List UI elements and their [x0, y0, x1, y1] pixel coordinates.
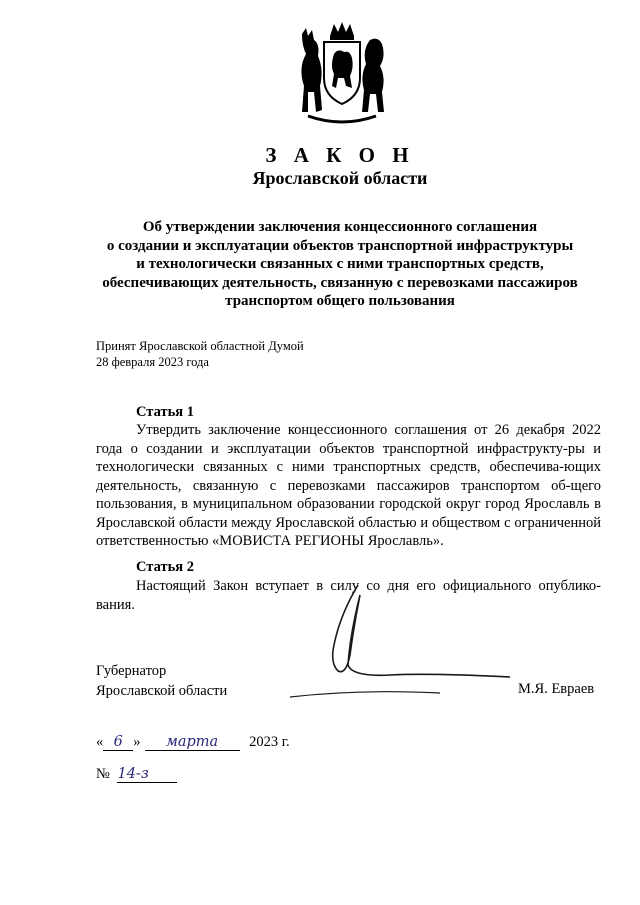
number-label: №: [96, 766, 110, 782]
signatory-name: М.Я. Евраев: [518, 681, 595, 697]
law-title: [0, 218, 640, 311]
date-open-quote: «: [96, 734, 104, 750]
law-title-line: обеспечивающих деятельность, связанную с перевозками пассажиров: [102, 274, 578, 291]
law-title-line: транспортом общего пользования: [225, 293, 455, 309]
article-2-text: Настоящий Закон вступает в силу со дня его официального опублико-вания.: [96, 578, 601, 613]
adoption-date: 28 февраля 2023 года: [96, 354, 209, 369]
date-month-handwritten: марта: [145, 734, 240, 751]
region-heading: Ярославской области: [252, 168, 428, 188]
law-number: [96, 766, 236, 806]
coat-of-arms-emblem: [294, 20, 390, 130]
date-year: 2023 г.: [249, 734, 290, 750]
signing-date: [96, 734, 356, 756]
signatory-position-line: Ярославской области: [96, 683, 228, 699]
adoption-note: [96, 339, 304, 370]
article-2-heading: Статья 2: [136, 559, 194, 575]
signatory-position: [96, 661, 227, 701]
law-number-handwritten: 14-з: [117, 766, 177, 783]
law-title-line: Об утверждении заключения концессионного соглашения: [142, 219, 538, 235]
law-title-line: и технологически связанных с ними транспортных средств,: [136, 256, 544, 272]
article-1-heading: Статья 1: [136, 404, 194, 420]
date-close-quote: »: [133, 734, 141, 750]
law-title-line: о создании и эксплуатации объектов транспортной инфраструктуры: [106, 237, 574, 254]
date-day-handwritten: 6: [103, 734, 133, 751]
article-1-text: Утвердить заключение концессионного соглашения от 26 декабря 2022 года о создании и эксплуатации объектов транспортной инфраструкту-ры и технологически связанных с ними транспортных средств, обеспечива-ющих деятельность, связанную с перевозками пассажиров транспортом об-щего пользования, в муниципальном образовании городской округ город Ярославль в Ярославской области между Ярославской областью и обществом с ограниченной ответственностью «МОВИСТА РЕГИОНЫ Ярославль».: [96, 422, 601, 549]
document-type-heading: З А К О Н: [265, 143, 415, 167]
adoption-body: Принят Ярославской областной Думой: [96, 339, 304, 353]
signatory-position-line: Губернатор: [96, 663, 167, 679]
governor-signature: [280, 585, 530, 715]
